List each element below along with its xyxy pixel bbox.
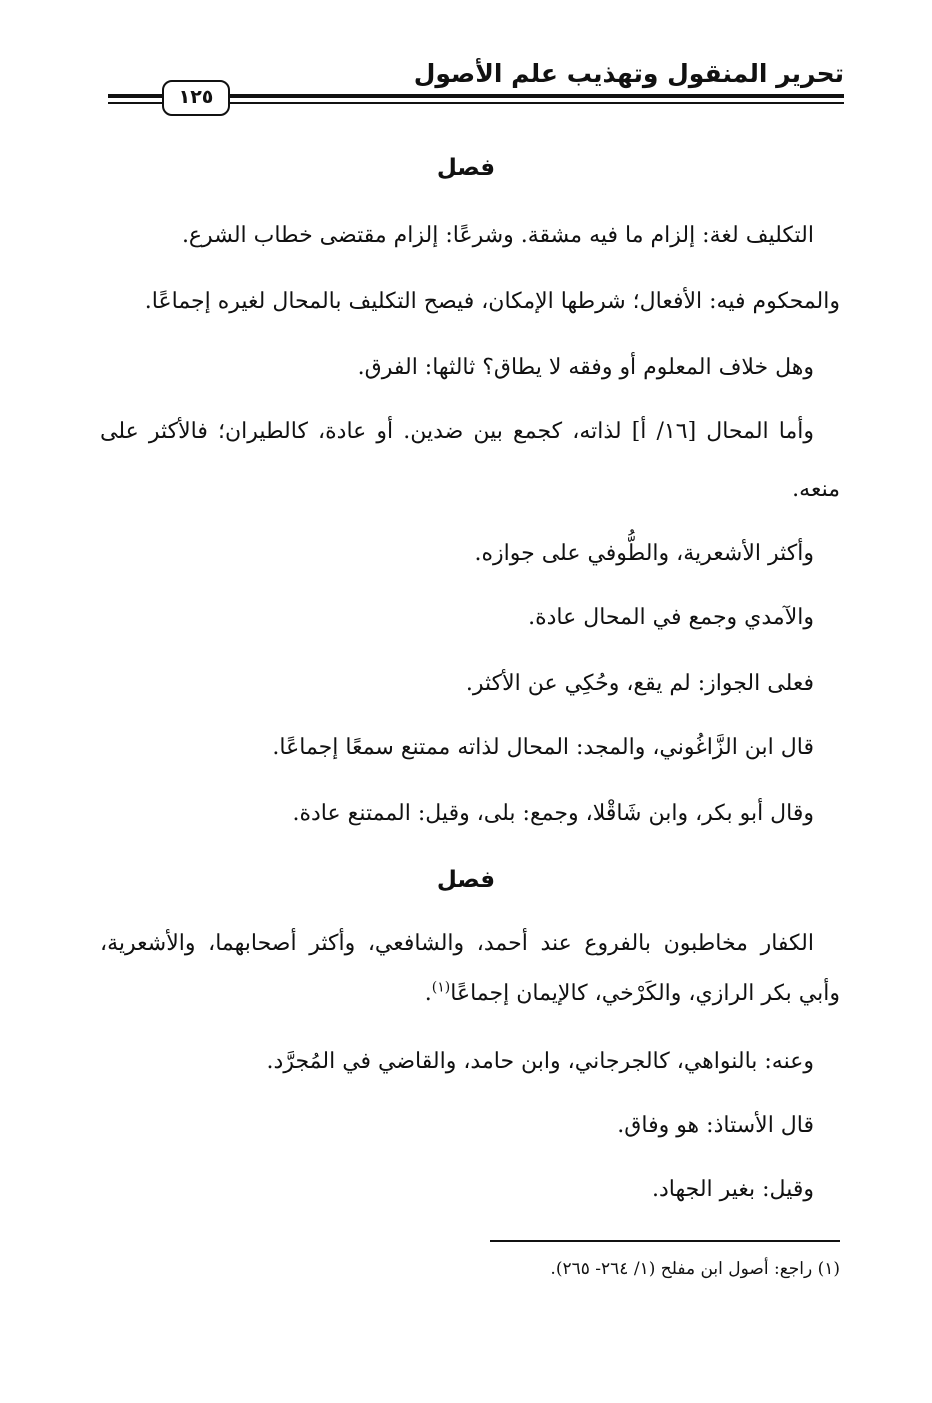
paragraph-line: منعه.: [792, 477, 840, 502]
running-title: تحرير المنقول وتهذيب علم الأصول: [413, 59, 844, 88]
footnote-separator: [490, 1240, 840, 1242]
paragraph-line: والمحكوم فيه: الأفعال؛ شرطها الإمكان، فيصح التكليف بالمحال لغيره إجماعًا.: [144, 289, 840, 314]
line-text: وأبي بكر الرازي، والكَرْخي، كالإيمان إجماعًا: [450, 981, 840, 1006]
paragraph-line: والآمدي وجمع في المحال عادة.: [528, 605, 814, 630]
footnote: (١) راجع: أصول ابن مفلح (١/ ٢٦٤- ٢٦٥).: [550, 1259, 840, 1279]
paragraph-line: وأكثر الأشعرية، والطُّوفي على جوازه.: [474, 541, 814, 566]
section-heading-1: فصل: [436, 155, 496, 181]
paragraph-line: وأما المحال [١٦/ أ] لذاته، كجمع بين ضدين. أو عادة، كالطيران؛ فالأكثر على: [100, 419, 814, 444]
line-end: .: [424, 981, 432, 1006]
paragraph-line: فعلى الجواز: لم يقع، وحُكِي عن الأكثر.: [465, 671, 814, 696]
footnote-reference[interactable]: (١): [431, 979, 451, 996]
paragraph-line: وعنه: بالنواهي، كالجرجاني، وابن حامد، والقاضي في المُجرَّد.: [266, 1049, 814, 1074]
paragraph-line: الكفار مخاطبون بالفروع عند أحمد، والشافعي، وأكثر أصحابهما، والأشعرية،: [100, 931, 814, 956]
page-number: ١٢٥: [162, 80, 230, 116]
section-heading-2: فصل: [436, 867, 496, 893]
paragraph-line: قال ابن الزَّاغُوني، والمجد: المحال لذاته ممتنع سمعًا إجماعًا.: [272, 735, 814, 760]
paragraph-line: التكليف لغة: إلزام ما فيه مشقة. وشرعًا: إلزام مقتضى خطاب الشرع.: [181, 223, 814, 248]
paragraph-line: قال الأستاذ: هو وفاق.: [617, 1113, 814, 1138]
paragraph-line: وقيل: بغير الجهاد.: [651, 1177, 814, 1202]
paragraph-line: وقال أبو بكر، وابن شَاقْلا، وجمع: بلى، وقيل: الممتنع عادة.: [292, 801, 814, 826]
paragraph-line-with-footnote: [425, 976, 840, 1012]
paragraph-line: وهل خلاف المعلوم أو وفقه لا يطاق؟ ثالثها: الفرق.: [357, 355, 814, 380]
